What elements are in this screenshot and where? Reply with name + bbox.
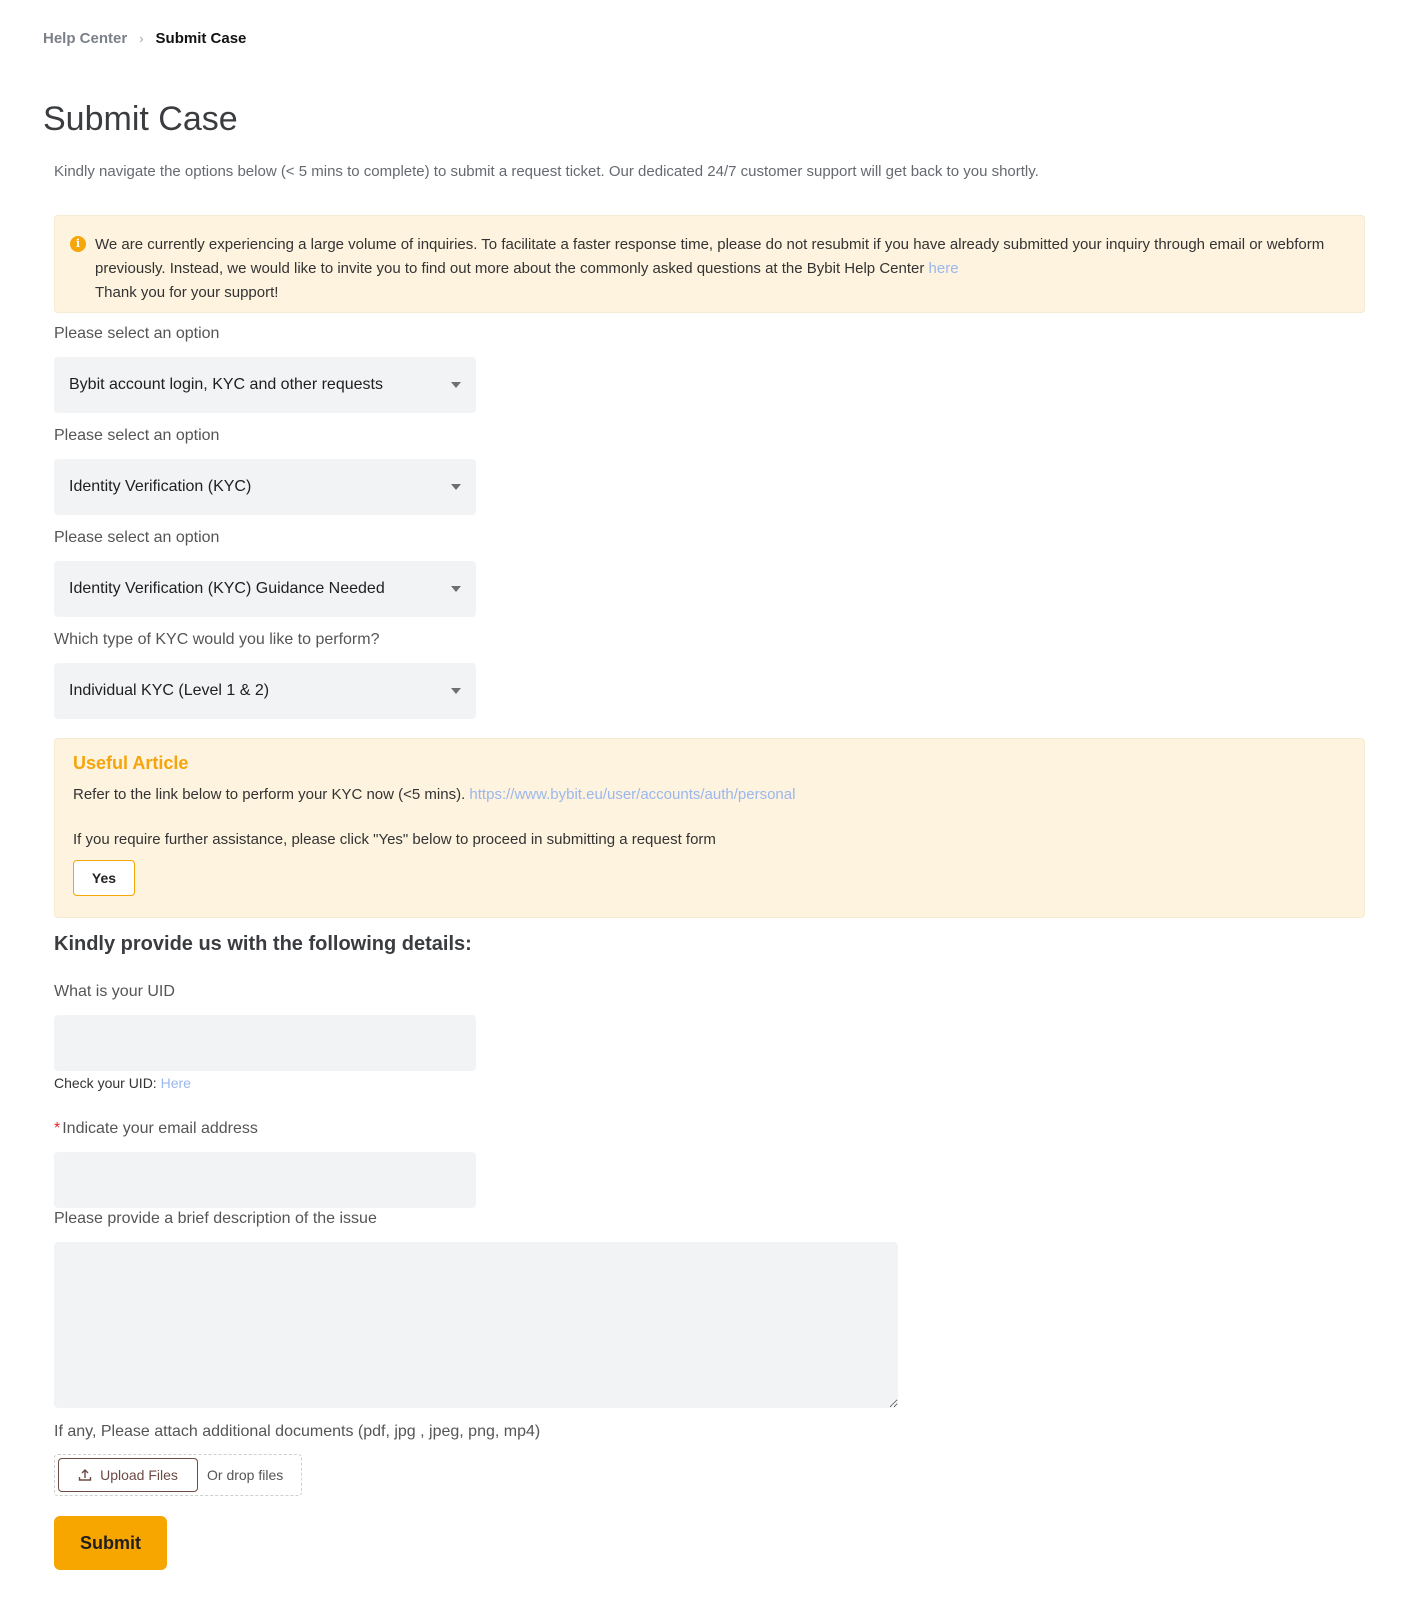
chevron-right-icon: › [139, 31, 144, 46]
article-title: Useful Article [73, 753, 189, 773]
article-text-body: Refer to the link below to perform your KYC now (<5 mins). [73, 786, 470, 803]
breadcrumb [43, 30, 246, 47]
check-uid-link[interactable]: Here [160, 1075, 191, 1091]
article-assistance-text: If you require further assistance, please click "Yes" below to proceed in submitting a request form [73, 831, 716, 848]
details-heading: Kindly provide us with the following details: [54, 933, 472, 955]
uid-label: What is your UID [54, 983, 175, 1000]
attach-label: If any, Please attach additional documents (pdf, jpg , jpeg, png, mp4) [54, 1423, 541, 1440]
caret-down-icon [451, 586, 461, 592]
notice-line-2-text: previously. Instead, we would like to invite you to find out more about the commonly asked questions at the Bybit Help Center [95, 260, 929, 277]
upload-files-label: Upload Files [100, 1467, 178, 1483]
email-label [54, 1120, 258, 1138]
subcategory-select-value: Identity Verification (KYC) [69, 478, 252, 495]
select-2-label: Please select an option [54, 427, 220, 444]
select-3-label: Please select an option [54, 529, 220, 546]
useful-article-panel [54, 738, 1365, 918]
notice-line-3: Thank you for your support! [95, 284, 279, 301]
description-label: Please provide a brief description of the issue [54, 1210, 377, 1227]
upload-icon [78, 1468, 92, 1482]
issue-select-value: Identity Verification (KYC) Guidance Needed [69, 580, 385, 597]
kyc-type-select-value: Individual KYC (Level 1 & 2) [69, 682, 270, 699]
check-uid [54, 1075, 191, 1091]
info-icon: i [70, 236, 86, 252]
breadcrumb-help-center[interactable]: Help Center [43, 30, 128, 47]
description-textarea[interactable] [54, 1242, 898, 1408]
article-text [73, 786, 1346, 803]
required-mark: * [54, 1120, 61, 1137]
drop-files-text: Or drop files [207, 1467, 284, 1483]
uid-input[interactable] [54, 1015, 476, 1071]
select-1-label: Please select an option [54, 325, 220, 342]
upload-files-button[interactable] [58, 1458, 198, 1492]
email-input[interactable] [54, 1152, 476, 1208]
email-label-text: Indicate your email address [62, 1120, 258, 1137]
notice-line-2 [95, 257, 1344, 281]
caret-down-icon [451, 484, 461, 490]
caret-down-icon [451, 382, 461, 388]
category-select-value: Bybit account login, KYC and other requests [69, 376, 383, 393]
page-title: Submit Case [43, 100, 238, 138]
notice-line-1: We are currently experiencing a large volume of inquiries. To facilitate a faster response time, please do not resubmit if you have already submitted your inquiry through email or webform [95, 236, 1325, 253]
submit-button[interactable]: Submit [54, 1516, 167, 1570]
category-select[interactable] [54, 357, 476, 413]
yes-button[interactable]: Yes [73, 860, 135, 896]
kyc-type-select[interactable] [54, 663, 476, 719]
breadcrumb-current: Submit Case [155, 30, 247, 47]
kyc-type-label: Which type of KYC would you like to perform? [54, 631, 380, 648]
caret-down-icon [451, 688, 461, 694]
help-center-link[interactable]: here [928, 260, 959, 277]
subcategory-select[interactable] [54, 459, 476, 515]
notice-banner [54, 215, 1365, 313]
check-uid-text: Check your UID: [54, 1075, 161, 1091]
page-subtitle: Kindly navigate the options below (< 5 mins to complete) to submit a request ticket. Our dedicated 24/7 customer support will get back to you shortly. [54, 163, 1039, 180]
file-drop-zone[interactable] [54, 1454, 302, 1496]
kyc-link[interactable]: https://www.bybit.eu/user/accounts/auth/personal [469, 786, 796, 803]
issue-select[interactable] [54, 561, 476, 617]
